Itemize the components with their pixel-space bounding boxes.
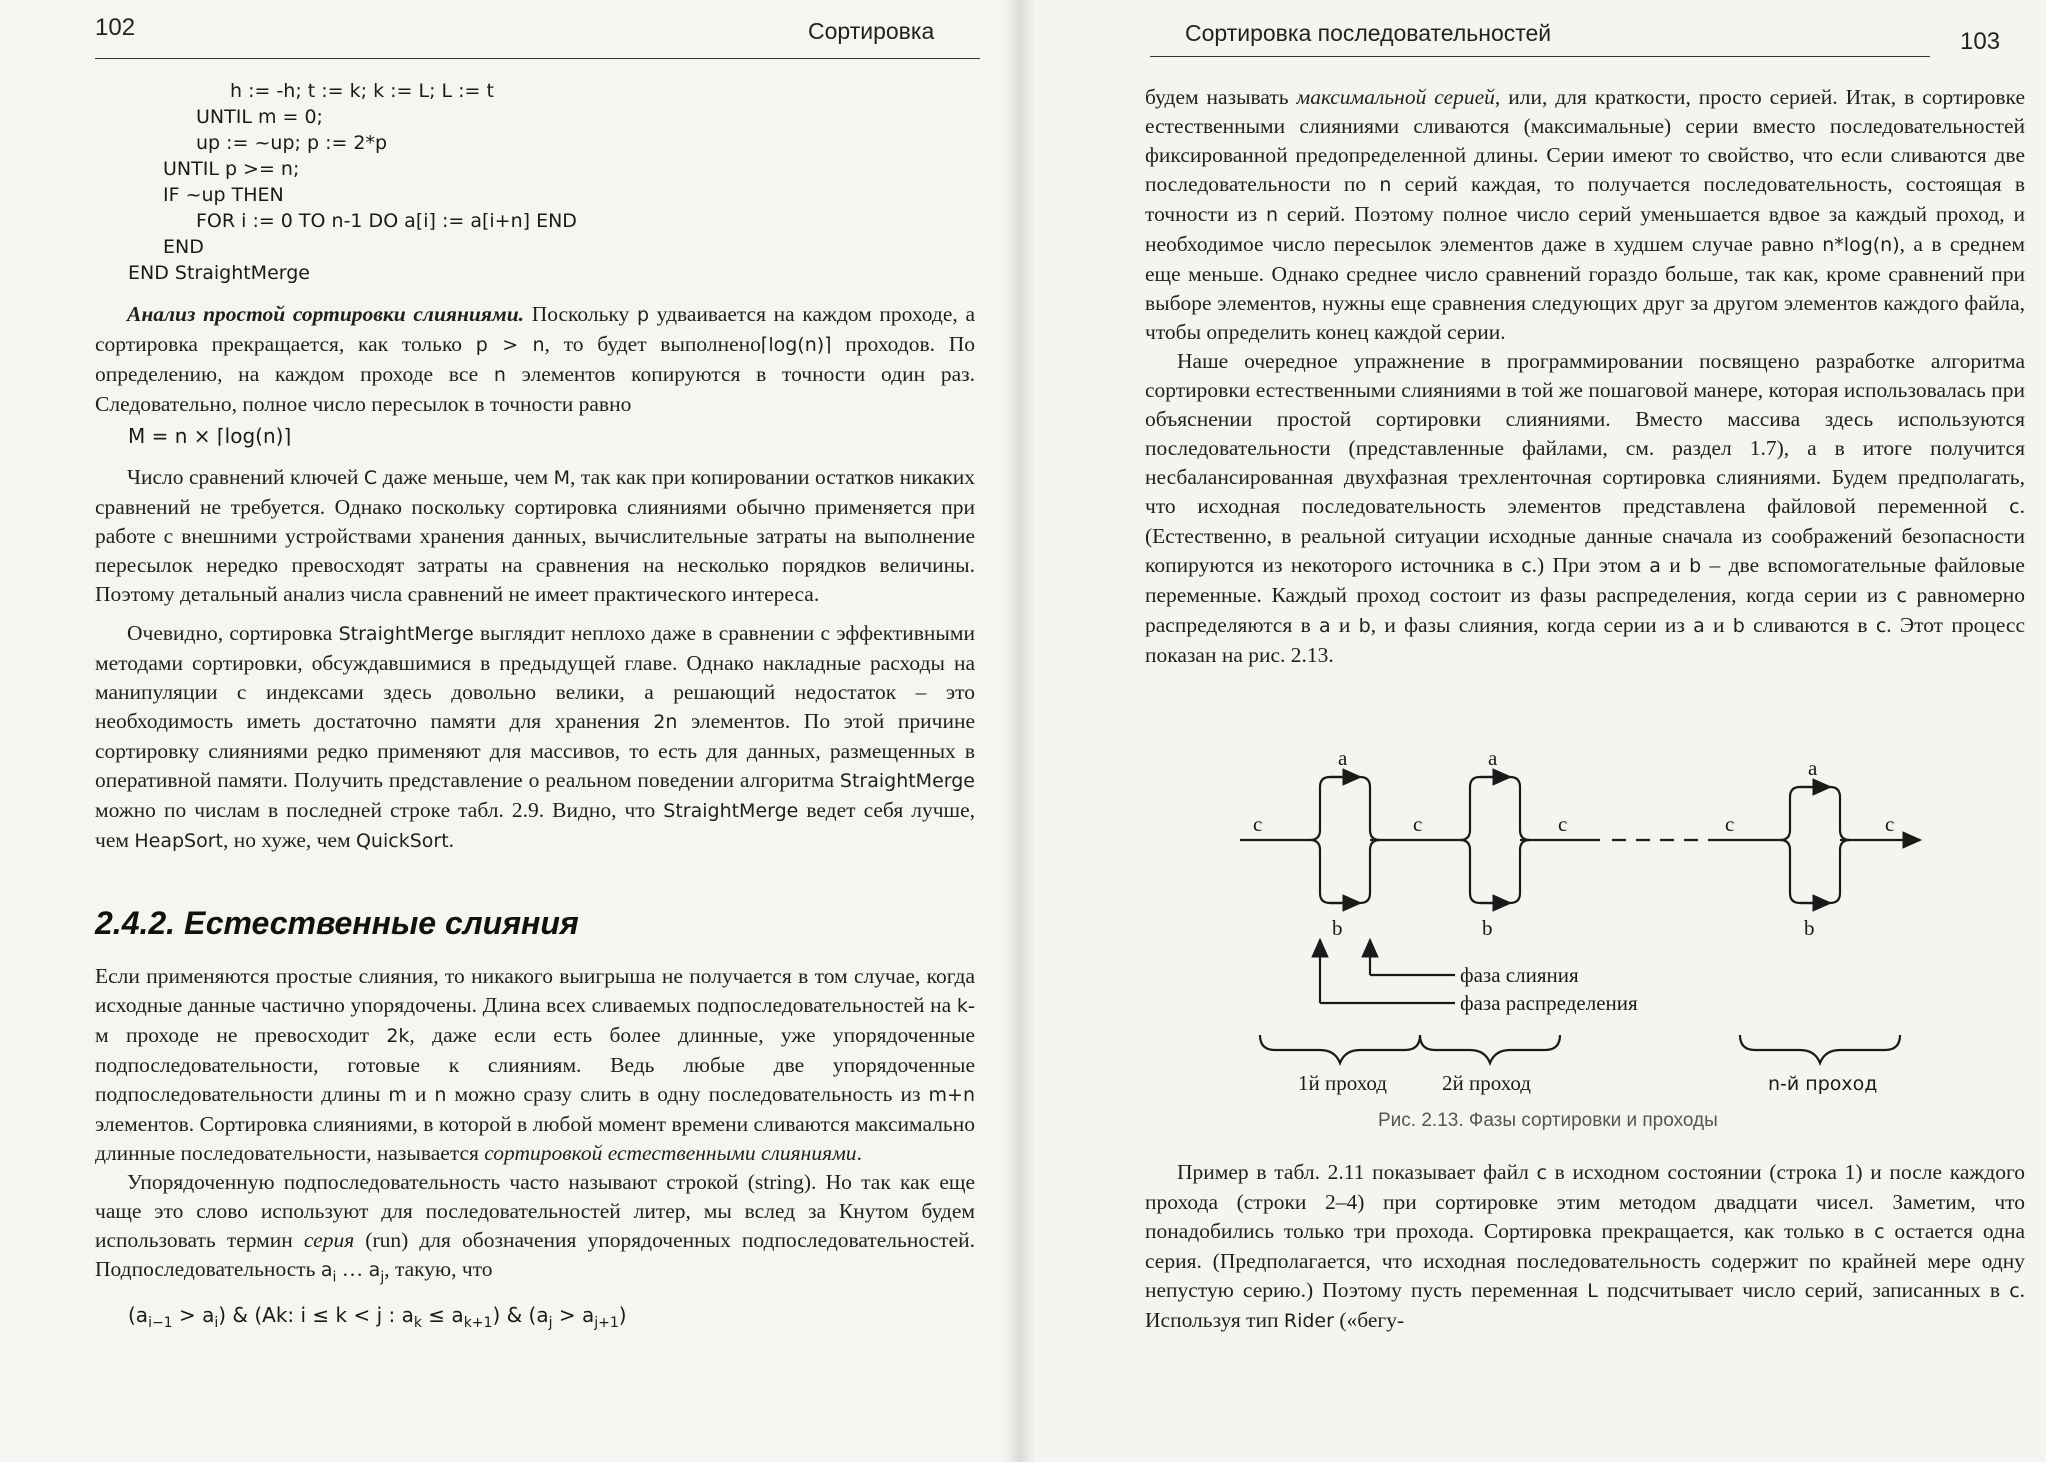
label-a: a	[1808, 756, 1818, 780]
label-c: c	[1725, 812, 1735, 836]
formula-run-definition: $(a_{i-1} > a_i)$ & (Ak: i ≤ k < j : $a_k \le a_{k+1}$) & $(a_j > a_{j+1})$	[128, 1303, 627, 1331]
code-line: END	[163, 236, 204, 258]
pass2-label: 2й проход	[1442, 1071, 1531, 1095]
left-header-rule	[95, 58, 980, 59]
branch-b	[1460, 840, 1530, 903]
branch-a	[1780, 787, 1850, 840]
right-page-number: 103	[1960, 28, 2001, 55]
passn-label: n-й проход	[1768, 1073, 1878, 1095]
left-running-title: Сортировка	[808, 18, 935, 44]
right-running-title: Сортировка последовательностей	[1185, 20, 1552, 46]
distribution-phase-label: фаза распределения	[1460, 991, 1638, 1015]
label-c: c	[1253, 812, 1263, 836]
label-a: a	[1338, 746, 1348, 770]
branch-a	[1460, 777, 1530, 840]
pass1-label: 1й проход	[1298, 1071, 1387, 1095]
example-paragraph: Пример в табл. 2.11 показывает файл c в исходном состоянии (строка 1) и после каждого прохода (строки 2–4) при сортировке этим методом двадцати чисел. Заметим, что понадобились только три прохода. Сортировка прекращается, как только в c остается одна серия. (Предполагается, что исходная последовательность содержит по крайней мере одну непустую серию.) Поэтому пусть переменная L подсчитывает число серий, записанных в c. Используя тип Rider («бегу-	[1145, 1160, 2026, 1332]
code-line: UNTIL p >= n;	[163, 158, 300, 180]
analysis-title: Анализ простой сортировки слияниями.	[127, 302, 525, 326]
branch-b	[1310, 840, 1380, 903]
label-c: c	[1558, 812, 1568, 836]
branch-a	[1310, 777, 1380, 840]
book-gutter	[1004, 0, 1036, 1462]
label-b: b	[1804, 916, 1815, 940]
merge-phase-label: фаза слияния	[1460, 963, 1579, 987]
pass2-brace	[1420, 1035, 1560, 1063]
figure-caption: Рис. 2.13. Фазы сортировки и проходы	[1378, 1110, 1718, 1131]
code-line: IF ~up THEN	[163, 184, 284, 206]
passn-brace	[1740, 1035, 1900, 1063]
label-b: b	[1332, 916, 1343, 940]
pass1-brace	[1260, 1035, 1420, 1063]
code-line: h := -h; t := k; k := L; L := t	[230, 80, 494, 102]
section-heading: 2.4.2. Естественные слияния	[95, 905, 579, 941]
branch-b	[1780, 840, 1850, 903]
label-a: a	[1488, 746, 1498, 770]
run-definition-paragraph: будем называть максимальной серией, или, для краткости, просто серией. Итак, в сортировке естественными слияниями сливаются (максимальные) серии вместо последовательностей фиксированной предопределенной длины. Серии имеют то свойство, что если сливаются две последовательности по n серий каждая, то получается последовательность, состоящая в точности из n серий. Поэтому полное число серий уменьшается вдвое за каждый проход, и необходимое число пересылок элементов даже в худшем случае равно n*log(n), а в среднем еще меньше. Однако среднее число сравнений гораздо больше, так как, кроме сравнений при выборе элементов, нужны еще сравнения следующих друг за другом элементов каждого файла, чтобы определить конец каждой серии. Наше очередное упражнение в программировании посвящено разработке алгоритма сортировки естественными слияниями в той же пошаговой манере, которая использовалась при объяснении простой сортировки слияниями. Вместо массива здесь используются последовательности (представленные файлами, см. раздел 1.7), а в итоге получится несбалансированная двухфазная трехленточная сортировка слияниями. Будем предполагать, что исходная последовательность элементов представлена файловой переменной c. (Естественно, в реальной ситуации исходные данные сначала из соображений безопасности копируются из некоторого источника в c.) При этом a и b – две вспомогательные файловые переменные. Каждый проход состоит из фазы распределения, когда серии из c равномерно распределяются в a и b, и фазы слияния, когда серии из a и b сливаются в c. Этот процесс показан на рис. 2.13.	[1145, 85, 2025, 667]
analysis-paragraph: Анализ простой сортировки слияниями. Поскольку p удваивается на каждом проходе, а сортировка прекращается, как только p > n, то будет выполнено⌈log(n)⌉ проходов. По определению, на каждом проходе все n элементов копируются в точности один раз. Следовательно, полное число пересылок в точности равно	[95, 302, 975, 416]
phases-diagram	[1220, 735, 1970, 1125]
code-line: END StraightMerge	[128, 262, 310, 284]
comparisons-paragraph: Число сравнений ключей C даже меньше, чем M, так как при копировании остатков никаких сравнений не требуется. Однако поскольку сортировка слияниями обычно применяется при работе с внешними устройствами хранения данных, вычислительные затраты на выполнение пересылок нередко превосходят затраты на сравнения на несколько порядков величины. Поэтому детальный анализ числа сравнений не имеет практического интереса. Очевидно, сортировка StraightMerge выглядит неплохо даже в сравнении с эффективными методами сортировки, обсуждавшимися в предыдущей главе. Однако накладные расходы на манипуляции с индексами здесь довольно велики, а решающий недостаток – это необходимость иметь достаточно памяти для хранения 2n элементов. По этой причине сортировку слияниями редко применяют для массивов, то есть для данных, размещенных в оперативной памяти. Получить представление о реальном поведении алгоритма StraightMerge можно по числам в последней строке табл. 2.9. Видно, что StraightMerge ведет себя лучше, чем HeapSort, но хуже, чем QuickSort.	[95, 465, 975, 852]
left-page-number: 102	[95, 14, 136, 41]
label-c: c	[1413, 812, 1423, 836]
label-c: c	[1885, 812, 1895, 836]
figure-sort-phases	[1220, 735, 1970, 1125]
formula-moves: M = n × ⌈log(n)⌉	[128, 424, 292, 448]
right-header-rule	[1150, 56, 1930, 57]
code-line: FOR i := 0 TO n-1 DO a[i] := a[i+n] END	[196, 210, 577, 232]
code-line: up := ~up; p := 2*p	[196, 132, 388, 154]
natural-merge-paragraph: Если применяются простые слияния, то никакого выигрыша не получается в том случае, когда исходные данные частично упорядочены. Длина всех сливаемых подпоследовательностей на k-м проходе не превосходит 2k, даже если есть более длинные, уже упорядоченные подпоследовательности, готовые к слияниям. Ведь любые две упорядоченные подпоследовательности длины m и n можно сразу слить в одну последовательность из m+n элементов. Сортировка слияниями, в которой в любой момент времени сливаются максимально длинные последовательности, называется сортировкой естественными слияниями. Упорядоченную подпоследовательность часто называют строкой (string). Но так как еще чаще это слово используют для последовательностей литер, мы вслед за Кнутом будем использовать термин серия (run) для обозначения упорядоченных подпоследовательностей. Подпоследовательность $a_i$ … $a_j$, такую, что	[95, 964, 975, 1286]
label-b: b	[1482, 916, 1493, 940]
code-line: UNTIL m = 0;	[196, 106, 323, 128]
